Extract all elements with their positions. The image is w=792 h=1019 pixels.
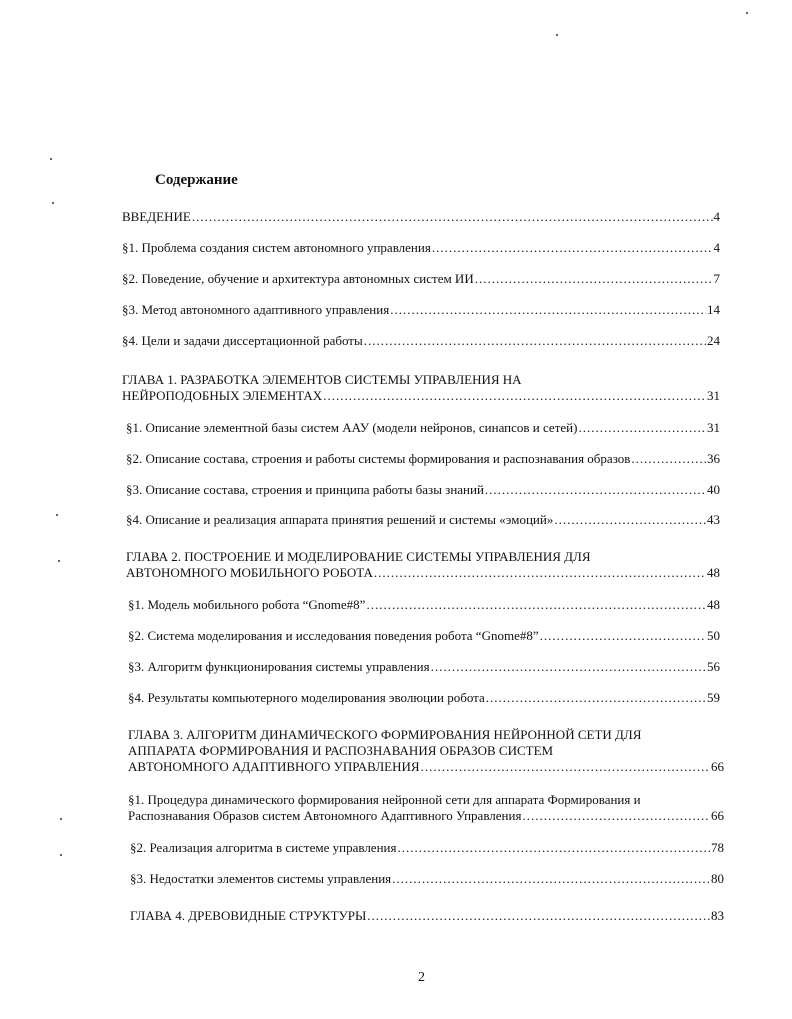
toc-page-number: 40 (707, 482, 720, 497)
toc-page-number: 66 (711, 759, 724, 774)
toc-page-number: 80 (711, 871, 724, 886)
toc-leader (485, 482, 706, 498)
toc-page-number: 56 (707, 659, 720, 674)
toc-entry[interactable] (128, 792, 724, 824)
toc-page-number: 59 (707, 690, 720, 705)
toc-entry-text: §1. Процедура динамического формирования нейронной сети для аппарата Формирования и (128, 792, 641, 807)
scan-speck (58, 560, 60, 562)
toc-entry-text: §1. Описание элементной базы систем ААУ (модели нейронов, синапсов и сетей) (126, 420, 578, 435)
toc-page-number: 48 (707, 565, 720, 580)
toc-entry[interactable] (126, 451, 720, 467)
toc-entry-text: §2. Система моделирования и исследования поведения робота “Gnome#8” (128, 628, 539, 643)
toc-leader (392, 871, 710, 887)
toc-entry[interactable] (128, 597, 720, 613)
toc-entry[interactable] (128, 628, 720, 644)
toc-leader (522, 808, 710, 824)
scan-speck (50, 158, 52, 160)
toc-entry[interactable] (126, 420, 720, 436)
toc-entry-text: Распознавания Образов систем Автономного Адаптивного Управления (128, 808, 522, 823)
toc-leader (367, 908, 710, 924)
scan-speck (60, 854, 62, 856)
toc-page-number: 31 (707, 420, 720, 435)
toc-page-number: 78 (711, 840, 724, 855)
toc-chapter-3[interactable] (128, 727, 724, 775)
toc-entry-text: АВТОНОМНОГО АДАПТИВНОГО УПРАВЛЕНИЯ (128, 759, 420, 774)
toc-entry-text: АВТОНОМНОГО МОБИЛЬНОГО РОБОТА (126, 565, 373, 580)
toc-leader (192, 209, 713, 225)
toc-page-number: 48 (707, 597, 720, 612)
toc-page-number: 50 (707, 628, 720, 643)
toc-entry-text: НЕЙРОПОДОБНЫХ ЭЛЕМЕНТАХ (122, 388, 323, 403)
scan-speck (556, 34, 558, 36)
toc-entry[interactable] (130, 840, 724, 856)
page-title: Содержание (155, 172, 238, 188)
toc-leader (432, 240, 713, 256)
toc-entry-text: §3. Алгоритм функционирования системы управления (128, 659, 430, 674)
toc-leader (323, 388, 706, 404)
toc-entry-text: §1. Проблема создания систем автономного управления (122, 240, 431, 255)
toc-leader (631, 451, 706, 467)
toc-entry-text: АППАРАТА ФОРМИРОВАНИЯ И РАСПОЗНАВАНИЯ ОБРАЗОВ СИСТЕМ (128, 743, 554, 758)
toc-entry-intro[interactable] (122, 209, 720, 225)
toc-page-number: 31 (707, 388, 720, 403)
toc-chapter-4[interactable] (130, 908, 724, 924)
toc-entry-text: ГЛАВА 2. ПОСТРОЕНИЕ И МОДЕЛИРОВАНИЕ СИСТЕМЫ УПРАВЛЕНИЯ ДЛЯ (126, 549, 591, 564)
toc-entry-text: §4. Цели и задачи диссертационной работы (122, 333, 363, 348)
toc-entry-text: §1. Модель мобильного робота “Gnome#8” (128, 597, 366, 612)
toc-entry[interactable] (122, 333, 720, 349)
toc-page-number: 66 (711, 808, 724, 823)
toc-entry[interactable] (122, 240, 720, 256)
toc-entry-text: §2. Описание состава, строения и работы системы формирования и распознавания образов (126, 451, 631, 466)
scan-speck (746, 12, 748, 14)
toc-entry-text: §3. Описание состава, строения и принципа работы базы знаний (126, 482, 484, 497)
toc-entry[interactable] (128, 690, 720, 706)
toc-entry-text: ГЛАВА 4. ДРЕВОВИДНЫЕ СТРУКТУРЫ (130, 908, 367, 923)
toc-entry[interactable] (126, 482, 720, 498)
toc-leader (421, 759, 710, 775)
toc-leader (540, 628, 706, 644)
toc-entry-text: ГЛАВА 3. АЛГОРИТМ ДИНАМИЧЕСКОГО ФОРМИРОВАНИЯ НЕЙРОННОЙ СЕТИ ДЛЯ (128, 727, 642, 742)
toc-leader (390, 302, 706, 318)
toc-leader (486, 690, 706, 706)
toc-leader (374, 565, 706, 581)
scan-speck (60, 818, 62, 820)
toc-leader (397, 840, 710, 856)
toc-entry-text: ГЛАВА 1. РАЗРАБОТКА ЭЛЕМЕНТОВ СИСТЕМЫ УПРАВЛЕНИЯ НА (122, 372, 522, 387)
scan-speck (52, 202, 54, 204)
toc-leader (578, 420, 706, 436)
toc-chapter-1[interactable] (122, 372, 720, 404)
toc-entry-text: §2. Поведение, обучение и архитектура автономных систем ИИ (122, 271, 474, 286)
toc-entry-text: ВВЕДЕНИЕ (122, 209, 191, 224)
toc-leader (366, 597, 706, 613)
scan-speck (56, 514, 58, 516)
toc-leader (554, 512, 706, 528)
toc-page-number: 4 (713, 240, 720, 255)
toc-page-number: 7 (713, 271, 720, 286)
toc-entry-text: §2. Реализация алгоритма в системе управления (130, 840, 397, 855)
toc-leader (475, 271, 713, 287)
toc-entry[interactable] (126, 512, 720, 528)
toc-entry[interactable] (128, 659, 720, 675)
toc-entry-text: §3. Недостатки элементов системы управления (130, 871, 392, 886)
toc-entry-text: §4. Описание и реализация аппарата принятия решений и системы «эмоций» (126, 512, 554, 527)
toc-leader (431, 659, 706, 675)
toc-page-number: 43 (707, 512, 720, 527)
toc-entry[interactable] (122, 271, 720, 287)
toc-page-number: 14 (707, 302, 720, 317)
toc-leader (364, 333, 706, 349)
toc-entry-text: §4. Результаты компьютерного моделирования эволюции робота (128, 690, 485, 705)
toc-entry[interactable] (122, 302, 720, 318)
toc-page-number: 24 (707, 333, 720, 348)
toc-entry-text: §3. Метод автономного адаптивного управления (122, 302, 390, 317)
toc-chapter-2[interactable] (126, 549, 720, 581)
toc-page-number: 4 (713, 209, 720, 224)
page-number: 2 (418, 970, 425, 985)
toc-page-number: 36 (707, 451, 720, 466)
toc-page-number: 83 (711, 908, 724, 923)
toc-entry[interactable] (130, 871, 724, 887)
